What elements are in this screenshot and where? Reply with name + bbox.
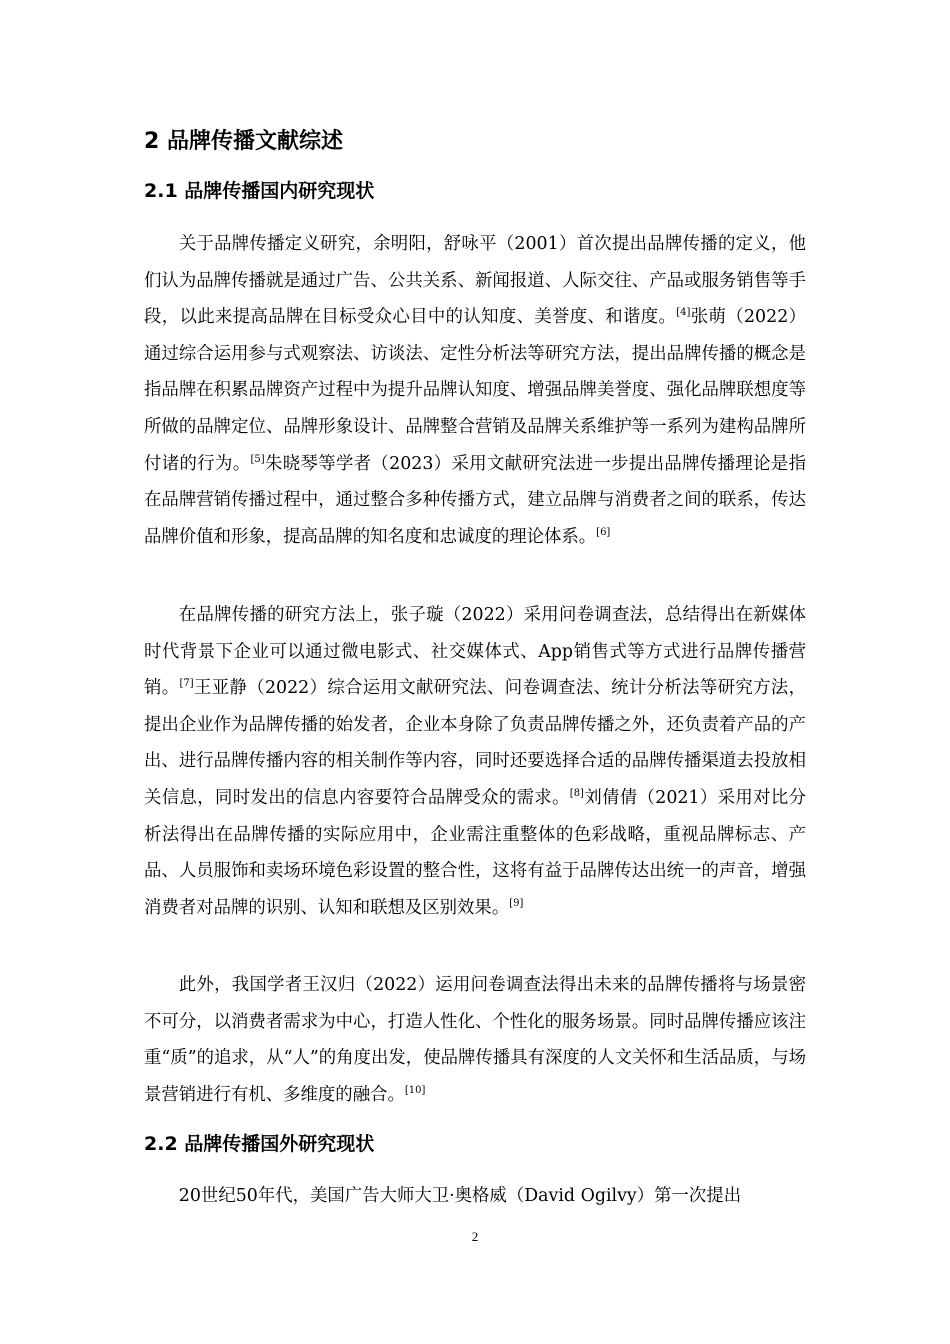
paragraph-text: 朱晓琴等学者（2023）采用文献研究法进一步提出品牌传播理论是指在品牌营销传播过程中，通过整合多种传播方式，建立品牌与消费者之间的联系，传达品牌价值和形象，提高品牌的知名度和忠诚度的理论体系。 — [144, 453, 806, 547]
paragraph-methods — [144, 597, 806, 926]
paragraph-text: 刘倩倩（2021）采用对比分析法得出在品牌传播的实际应用中，企业需注重整体的色彩战略，重视品牌标志、产品、人员服饰和卖场环境色彩设置的整合性，这将有益于品牌传达出统一的声音，增强消费者对品牌的识别、认知和联想及区别效果。 — [144, 787, 806, 918]
citation: [6] — [596, 526, 611, 538]
paragraph-text: 王亚静（2022）综合运用文献研究法、问卷调查法、统计分析法等研究方法，提出企业作为品牌传播的始发者，企业本身除了负责品牌传播之外，还负责着产品的产出、进行品牌传播内容的相关制作等内容，同时还要选择合适的品牌传播渠道去投放相关信息，同时发出的信息内容要符合品牌受众的需求。 — [144, 678, 806, 808]
citation: [5] — [250, 453, 265, 465]
section-heading: 2 品牌传播文献综述 — [144, 129, 343, 154]
paragraph-scene-marketing — [144, 967, 806, 1113]
paragraph-text: 此外，我国学者王汉归（2022）运用问卷调查法得出未来的品牌传播将与场景密不可分，以消费者需求为中心，打造人性化、个性化的服务场景。同时品牌传播应该注重“质”的追求，从“人”的角度出发，使品牌传播具有深度的人文关怀和生活品质，与场景营销进行有机、多维度的融合。 — [144, 975, 806, 1105]
paragraph-foreign: 20世纪50年代，美国广告大师大卫·奥格威（David Ogilvy）第一次提出 — [178, 1186, 742, 1206]
citation: [10] — [404, 1084, 426, 1096]
citation: [9] — [509, 897, 524, 909]
citation: [8] — [569, 788, 584, 800]
paragraph-text: 张萌（2022）通过综合运用参与式观察法、访谈法、定性分析法等研究方法，提出品牌传播的概念是指品牌在积累品牌资产过程中为提升品牌认知度、增强品牌美誉度、强化品牌联想度等所做的品牌定位、品牌形象设计、品牌整合营销及品牌关系维护等一系列为建构品牌所付诸的行为。 — [144, 307, 806, 474]
citation: [7] — [179, 678, 194, 690]
subsection-heading-foreign: 2.2 品牌传播国外研究现状 — [144, 1133, 375, 1155]
paragraph-text: 在品牌传播的研究方法上，张子璇（2022）采用问卷调查法，总结得出在新媒体时代背景下企业可以通过微电影式、社交媒体式、App销售式等方式进行品牌传播营销。 — [144, 605, 806, 699]
citation: [4] — [676, 307, 691, 319]
paragraph-definition — [144, 226, 806, 555]
subsection-heading-domestic: 2.1 品牌传播国内研究现状 — [144, 180, 375, 202]
paragraph-text: 关于品牌传播定义研究，余明阳，舒咏平（2001）首次提出品牌传播的定义，他们认为品牌传播就是通过广告、公共关系、新闻报道、人际交往、产品或服务销售等手段，以此来提高品牌在目标受众心目中的认知度、美誉度、和谐度。 — [144, 234, 806, 328]
page-number: 2 — [471, 1229, 479, 1244]
